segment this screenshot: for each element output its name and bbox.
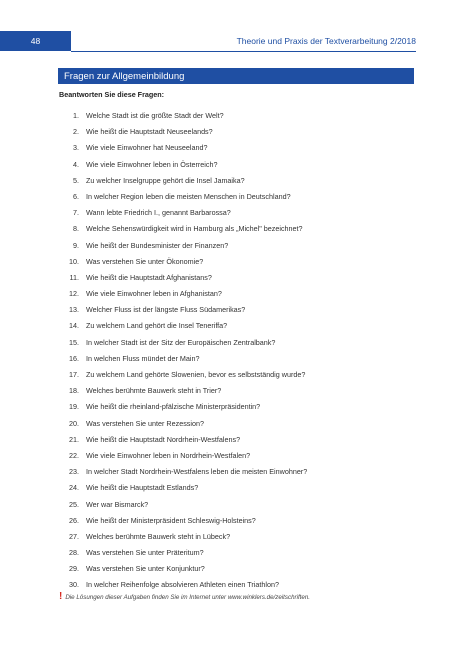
question-number: 13. — [69, 305, 79, 315]
question-text: Welche Stadt ist die größte Stadt der Welt? — [86, 111, 224, 120]
question-text: Zu welchem Land gehört die Insel Teneriffa? — [86, 321, 228, 331]
question-item — [59, 351, 419, 367]
question-item — [59, 335, 419, 351]
question-number: 15. — [69, 337, 79, 347]
question-text: Wie heißt die rheinland-pfälzische Ministerpräsidentin? — [86, 402, 261, 412]
question-item — [59, 108, 419, 124]
question-item — [59, 367, 419, 383]
question-text: In welcher Region leben die meisten Menschen in Deutschland? — [86, 191, 291, 201]
question-text: Wie heißt die Hauptstadt Neuseelands? — [86, 127, 213, 137]
question-item — [59, 124, 419, 140]
question-number: 18. — [69, 386, 79, 396]
question-number: 22. — [69, 450, 79, 460]
question-text: Zu welchem Land gehörte Slowenien, bevor es selbstständig wurde? — [86, 370, 306, 379]
question-number: 19. — [69, 402, 79, 412]
question-item — [59, 254, 419, 270]
question-text: Wie heißt die Hauptstadt Estlands? — [86, 483, 199, 493]
question-text: Was verstehen Sie unter Präteritum? — [86, 548, 204, 558]
question-text: In welcher Stadt Nordrhein-Westfalens leben die meisten Einwohner? — [86, 467, 308, 477]
question-number: 29. — [69, 564, 79, 574]
question-item — [59, 545, 419, 561]
question-number: 2. — [73, 127, 79, 137]
question-number: 27. — [69, 531, 79, 541]
question-number: 25. — [69, 499, 79, 509]
header-divider — [71, 51, 416, 52]
question-number: 9. — [73, 240, 79, 250]
question-item — [59, 189, 419, 205]
question-item — [59, 140, 419, 156]
question-number: 24. — [69, 483, 79, 493]
question-text: Welches berühmte Bauwerk steht in Lübeck? — [86, 531, 231, 541]
question-text: In welcher Stadt ist der Sitz der Europäischen Zentralbank? — [86, 337, 276, 347]
question-text: Welches berühmte Bauwerk steht in Trier? — [86, 386, 222, 396]
question-text: Welcher Fluss ist der längste Fluss Südamerikas? — [86, 305, 246, 315]
exclamation-icon: ! — [59, 591, 63, 602]
question-text: Wie heißt der Ministerpräsident Schleswig-Holsteins? — [86, 515, 256, 525]
question-number: 26. — [69, 515, 79, 525]
question-item — [59, 561, 419, 577]
question-item — [59, 432, 419, 448]
question-item — [59, 286, 419, 302]
footnote-text: Die Lösungen dieser Aufgaben finden Sie im Internet unter www.winklers.de/zeitschriften. — [65, 593, 310, 601]
question-text: Wie heißt die Hauptstadt Nordrhein-Westfalens? — [86, 434, 241, 444]
question-item — [59, 529, 419, 545]
question-item — [59, 464, 419, 480]
question-item — [59, 173, 419, 189]
question-item — [59, 238, 419, 254]
question-number: 23. — [69, 467, 79, 477]
question-text: Wann lebte Friedrich I., genannt Barbarossa? — [86, 208, 231, 218]
footnote — [59, 592, 310, 602]
question-number: 11. — [69, 272, 79, 282]
question-item — [59, 205, 419, 221]
question-number: 6. — [73, 191, 79, 201]
question-item — [59, 302, 419, 318]
question-number: 17. — [69, 370, 79, 379]
question-text: Was verstehen Sie unter Ökonomie? — [86, 256, 204, 266]
question-text: In welchen Fluss mündet der Main? — [86, 353, 200, 363]
question-text: Was verstehen Sie unter Rezession? — [86, 418, 204, 428]
question-number: 14. — [69, 321, 79, 331]
question-text: Wie viele Einwohner leben in Nordrhein-Westfalen? — [86, 450, 251, 460]
question-number: 20. — [69, 418, 79, 428]
question-text: Wie viele Einwohner leben in Afghanistan? — [86, 289, 222, 299]
question-text: In welcher Reihenfolge absolvieren Athleten einen Triathlon? — [86, 580, 279, 590]
question-item — [59, 221, 419, 237]
section-title: Fragen zur Allgemeinbildung — [58, 68, 414, 84]
question-number: 3. — [73, 143, 79, 153]
question-item — [59, 270, 419, 286]
question-item — [59, 513, 419, 529]
question-number: 30. — [69, 580, 79, 590]
question-number: 28. — [69, 548, 79, 558]
question-text: Wie viele Einwohner hat Neuseeland? — [86, 143, 208, 153]
question-text: Zu welcher Inselgruppe gehört die Insel Jamaika? — [86, 175, 245, 185]
question-item — [59, 157, 419, 173]
question-item — [59, 480, 419, 496]
question-number: 21. — [69, 434, 79, 444]
question-number: 7. — [73, 208, 79, 218]
question-item — [59, 448, 419, 464]
question-text: Welche Sehenswürdigkeit wird in Hamburg als „Michel" bezeichnet? — [86, 224, 303, 234]
instruction-text: Beantworten Sie diese Fragen: — [59, 90, 165, 99]
question-number: 16. — [69, 353, 79, 363]
question-item — [59, 399, 419, 415]
question-list — [59, 108, 419, 594]
question-number: 1. — [73, 111, 79, 120]
question-number: 8. — [73, 224, 79, 234]
question-number: 4. — [73, 159, 79, 169]
question-item — [59, 497, 419, 513]
page-number: 48 — [0, 31, 71, 51]
question-item — [59, 383, 419, 399]
question-item — [59, 416, 419, 432]
question-text: Wie heißt der Bundesminister der Finanzen? — [86, 240, 229, 250]
question-text: Wie viele Einwohner leben in Österreich? — [86, 159, 218, 169]
question-number: 5. — [73, 175, 79, 185]
question-item — [59, 318, 419, 334]
question-number: 12. — [69, 289, 79, 299]
question-text: Wer war Bismarck? — [86, 499, 149, 509]
question-text: Wie heißt die Hauptstadt Afghanistans? — [86, 272, 212, 282]
question-number: 10. — [69, 256, 79, 266]
running-header-title: Theorie und Praxis der Textverarbeitung 2/2018 — [236, 36, 416, 46]
question-text: Was verstehen Sie unter Konjunktur? — [86, 564, 205, 574]
